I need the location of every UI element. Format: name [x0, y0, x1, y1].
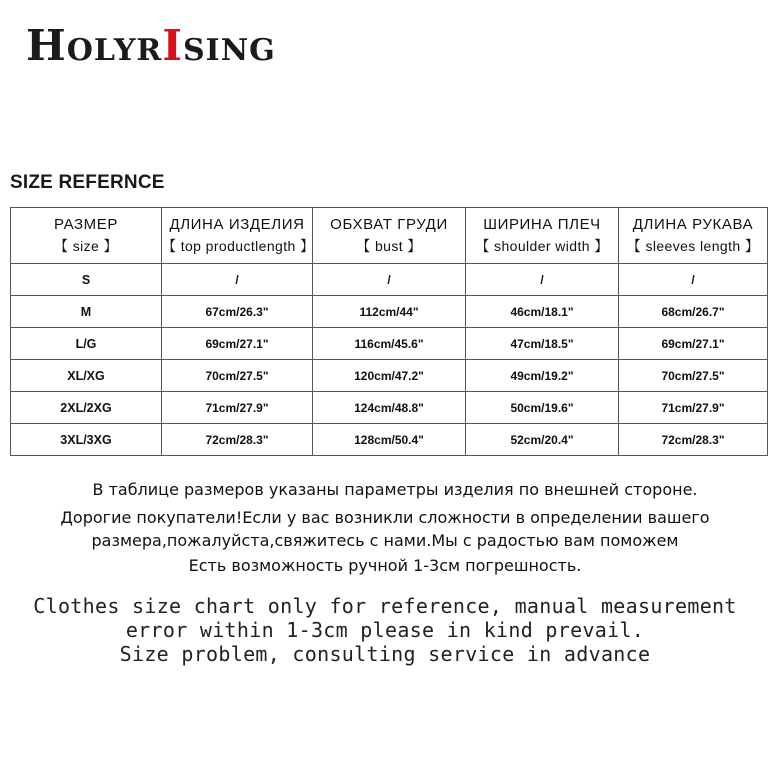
note-ru-line-4: Есть возможность ручной 1-3см погрешность. — [188, 556, 582, 575]
measurement-cell: 69cm/27.1" — [619, 328, 768, 360]
logo-part: I — [162, 21, 183, 70]
size-cell: S — [11, 264, 162, 296]
measurement-cell: 67cm/26.3" — [162, 296, 313, 328]
measurement-cell: / — [619, 264, 768, 296]
table-header-row — [11, 208, 768, 264]
note-en-line-2: error within 1-3cm please in kind prevail. — [125, 618, 645, 642]
size-cell: M — [11, 296, 162, 328]
measurement-cell: 120cm/47.2" — [313, 360, 466, 392]
column-header-subtitle: 【 sleeves length 】 — [626, 237, 760, 254]
column-header — [619, 208, 768, 264]
measurement-cell: 49cm/19.2" — [466, 360, 619, 392]
measurement-cell: 46cm/18.1" — [466, 296, 619, 328]
table-row — [11, 360, 768, 392]
logo-part: OLYR — [66, 33, 163, 68]
column-header-title: РАЗМЕР — [53, 215, 118, 233]
column-header-subtitle: 【 bust 】 — [356, 237, 422, 254]
table-row — [11, 392, 768, 424]
measurement-cell: / — [313, 264, 466, 296]
measurement-cell: 124cm/48.8" — [313, 392, 466, 424]
logo-part: SING — [183, 33, 276, 68]
size-reference-heading: SIZE REFERNCE — [10, 172, 165, 193]
column-header-subtitle: 【 top productlength 】 — [162, 237, 315, 254]
column-header-title: ОБХВАТ ГРУДИ — [330, 215, 448, 233]
column-header — [162, 208, 313, 264]
measurement-cell: 112cm/44" — [313, 296, 466, 328]
measurement-cell: 69cm/27.1" — [162, 328, 313, 360]
measurement-cell: 72cm/28.3" — [162, 424, 313, 456]
measurement-cell: 71cm/27.9" — [619, 392, 768, 424]
measurement-cell: 68cm/26.7" — [619, 296, 768, 328]
brand-logo — [26, 21, 276, 73]
column-header-subtitle: 【 shoulder width 】 — [475, 237, 609, 254]
table-row — [11, 424, 768, 456]
table-row — [11, 264, 768, 296]
measurement-cell: 70cm/27.5" — [619, 360, 768, 392]
column-header-subtitle: 【 size 】 — [54, 237, 118, 254]
note-en-line-1: Clothes size chart only for reference, manual measurement — [33, 594, 737, 618]
note-ru-line-1: В таблице размеров указаны параметры изделия по внешней стороне. — [92, 480, 698, 499]
table-row — [11, 328, 768, 360]
measurement-cell: 128cm/50.4" — [313, 424, 466, 456]
column-header — [11, 208, 162, 264]
measurement-cell: 47cm/18.5" — [466, 328, 619, 360]
column-header — [313, 208, 466, 264]
note-en-line-3: Size problem, consulting service in advance — [119, 642, 651, 666]
measurement-cell: 52cm/20.4" — [466, 424, 619, 456]
note-ru-line-2: Дорогие покупатели!Если у вас возникли сложности в определении вашего — [60, 508, 710, 527]
size-chart-table — [10, 207, 768, 456]
measurement-cell: 70cm/27.5" — [162, 360, 313, 392]
measurement-cell: 50cm/19.6" — [466, 392, 619, 424]
size-cell: 3XL/3XG — [11, 424, 162, 456]
measurement-cell: 71cm/27.9" — [162, 392, 313, 424]
column-header-title: ШИРИНА ПЛЕЧ — [483, 215, 601, 233]
column-header-title: ДЛИНА РУКАВА — [632, 215, 754, 233]
measurement-cell: 72cm/28.3" — [619, 424, 768, 456]
column-header-title: ДЛИНА ИЗДЕЛИЯ — [169, 215, 305, 233]
note-ru-line-3: размера,пожалуйста,свяжитесь с нами.Мы с радостью вам поможем — [91, 531, 679, 550]
size-cell: XL/XG — [11, 360, 162, 392]
logo-part: H — [26, 21, 67, 70]
measurement-cell: / — [162, 264, 313, 296]
size-cell: L/G — [11, 328, 162, 360]
size-cell: 2XL/2XG — [11, 392, 162, 424]
measurement-cell: / — [466, 264, 619, 296]
table-row — [11, 296, 768, 328]
column-header — [466, 208, 619, 264]
measurement-cell: 116cm/45.6" — [313, 328, 466, 360]
table-body — [11, 264, 768, 456]
